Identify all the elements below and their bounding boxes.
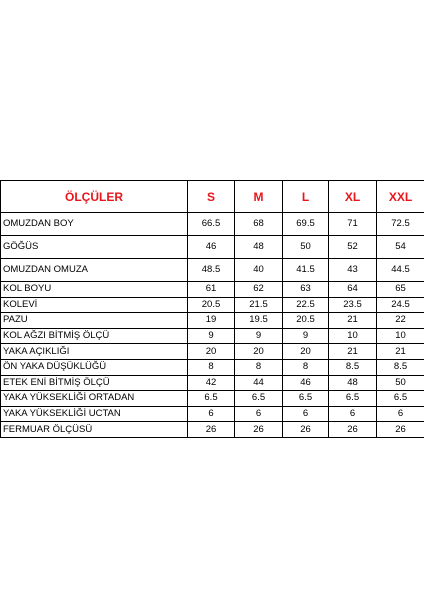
row-value: 19	[188, 313, 235, 329]
table-row	[1, 297, 424, 313]
row-label: KOL BOYU	[1, 282, 188, 298]
header-size-s: S	[188, 181, 235, 213]
row-value: 6.5	[235, 391, 283, 407]
row-value: 69.5	[283, 213, 329, 236]
table-row	[1, 375, 424, 391]
size-chart	[0, 180, 424, 438]
row-value: 63	[283, 282, 329, 298]
table-row	[1, 359, 424, 375]
row-value: 8	[188, 359, 235, 375]
row-value: 68	[235, 213, 283, 236]
row-value: 8.5	[329, 359, 377, 375]
row-value: 54	[377, 236, 424, 259]
row-label: YAKA YÜKSEKLİĞİ ORTADAN	[1, 391, 188, 407]
row-value: 44	[235, 375, 283, 391]
row-value: 26	[235, 422, 283, 438]
header-label: ÖLÇÜLER	[1, 181, 188, 213]
size-table	[0, 180, 424, 438]
row-label: KOL AĞZI BİTMİŞ ÖLÇÜ	[1, 328, 188, 344]
row-value: 6	[188, 406, 235, 422]
row-value: 20.5	[188, 297, 235, 313]
row-value: 8	[283, 359, 329, 375]
table-row	[1, 259, 424, 282]
row-value: 42	[188, 375, 235, 391]
row-value: 62	[235, 282, 283, 298]
row-value: 20	[188, 344, 235, 360]
header-size-m: M	[235, 181, 283, 213]
row-value: 24.5	[377, 297, 424, 313]
row-value: 6.5	[377, 391, 424, 407]
row-value: 10	[329, 328, 377, 344]
row-label: OMUZDAN OMUZA	[1, 259, 188, 282]
row-value: 22	[377, 313, 424, 329]
row-value: 20	[283, 344, 329, 360]
table-row	[1, 344, 424, 360]
table-row	[1, 282, 424, 298]
row-label: PAZU	[1, 313, 188, 329]
row-value: 46	[283, 375, 329, 391]
row-value: 9	[235, 328, 283, 344]
table-row	[1, 328, 424, 344]
row-value: 9	[283, 328, 329, 344]
row-label: ETEK ENİ BİTMİŞ ÖLÇÜ	[1, 375, 188, 391]
row-value: 20.5	[283, 313, 329, 329]
row-value: 66.5	[188, 213, 235, 236]
table-row	[1, 422, 424, 438]
row-label: KOLEVİ	[1, 297, 188, 313]
row-value: 8.5	[377, 359, 424, 375]
row-value: 9	[188, 328, 235, 344]
row-value: 44.5	[377, 259, 424, 282]
row-value: 64	[329, 282, 377, 298]
row-value: 20	[235, 344, 283, 360]
row-value: 6	[329, 406, 377, 422]
row-value: 21	[329, 313, 377, 329]
row-label: ÖN YAKA DÜŞÜKLÜĞÜ	[1, 359, 188, 375]
row-value: 26	[377, 422, 424, 438]
row-value: 6	[235, 406, 283, 422]
row-value: 72.5	[377, 213, 424, 236]
table-row	[1, 236, 424, 259]
row-value: 41.5	[283, 259, 329, 282]
row-value: 6.5	[188, 391, 235, 407]
header-size-xxl: XXL	[377, 181, 424, 213]
row-label: FERMUAR ÖLÇÜSÜ	[1, 422, 188, 438]
row-value: 10	[377, 328, 424, 344]
row-value: 21	[329, 344, 377, 360]
table-row	[1, 406, 424, 422]
row-value: 26	[329, 422, 377, 438]
header-size-l: L	[283, 181, 329, 213]
row-value: 23.5	[329, 297, 377, 313]
row-value: 19.5	[235, 313, 283, 329]
row-label: OMUZDAN BOY	[1, 213, 188, 236]
row-value: 8	[235, 359, 283, 375]
row-value: 46	[188, 236, 235, 259]
row-value: 22.5	[283, 297, 329, 313]
row-value: 6	[377, 406, 424, 422]
row-value: 52	[329, 236, 377, 259]
row-value: 40	[235, 259, 283, 282]
row-value: 71	[329, 213, 377, 236]
row-value: 6.5	[329, 391, 377, 407]
table-row	[1, 213, 424, 236]
row-label: GÖĞÜS	[1, 236, 188, 259]
row-value: 48	[235, 236, 283, 259]
row-value: 26	[188, 422, 235, 438]
row-label: YAKA YÜKSEKLİĞİ UCTAN	[1, 406, 188, 422]
row-value: 26	[283, 422, 329, 438]
row-value: 48	[329, 375, 377, 391]
row-label: YAKA AÇIKLIĞI	[1, 344, 188, 360]
row-value: 65	[377, 282, 424, 298]
row-value: 50	[377, 375, 424, 391]
row-value: 6.5	[283, 391, 329, 407]
row-value: 61	[188, 282, 235, 298]
row-value: 50	[283, 236, 329, 259]
table-row	[1, 391, 424, 407]
row-value: 48.5	[188, 259, 235, 282]
row-value: 6	[283, 406, 329, 422]
row-value: 21.5	[235, 297, 283, 313]
table-row	[1, 313, 424, 329]
row-value: 43	[329, 259, 377, 282]
table-body	[1, 213, 424, 438]
header-row	[1, 181, 424, 213]
row-value: 21	[377, 344, 424, 360]
header-size-xl: XL	[329, 181, 377, 213]
